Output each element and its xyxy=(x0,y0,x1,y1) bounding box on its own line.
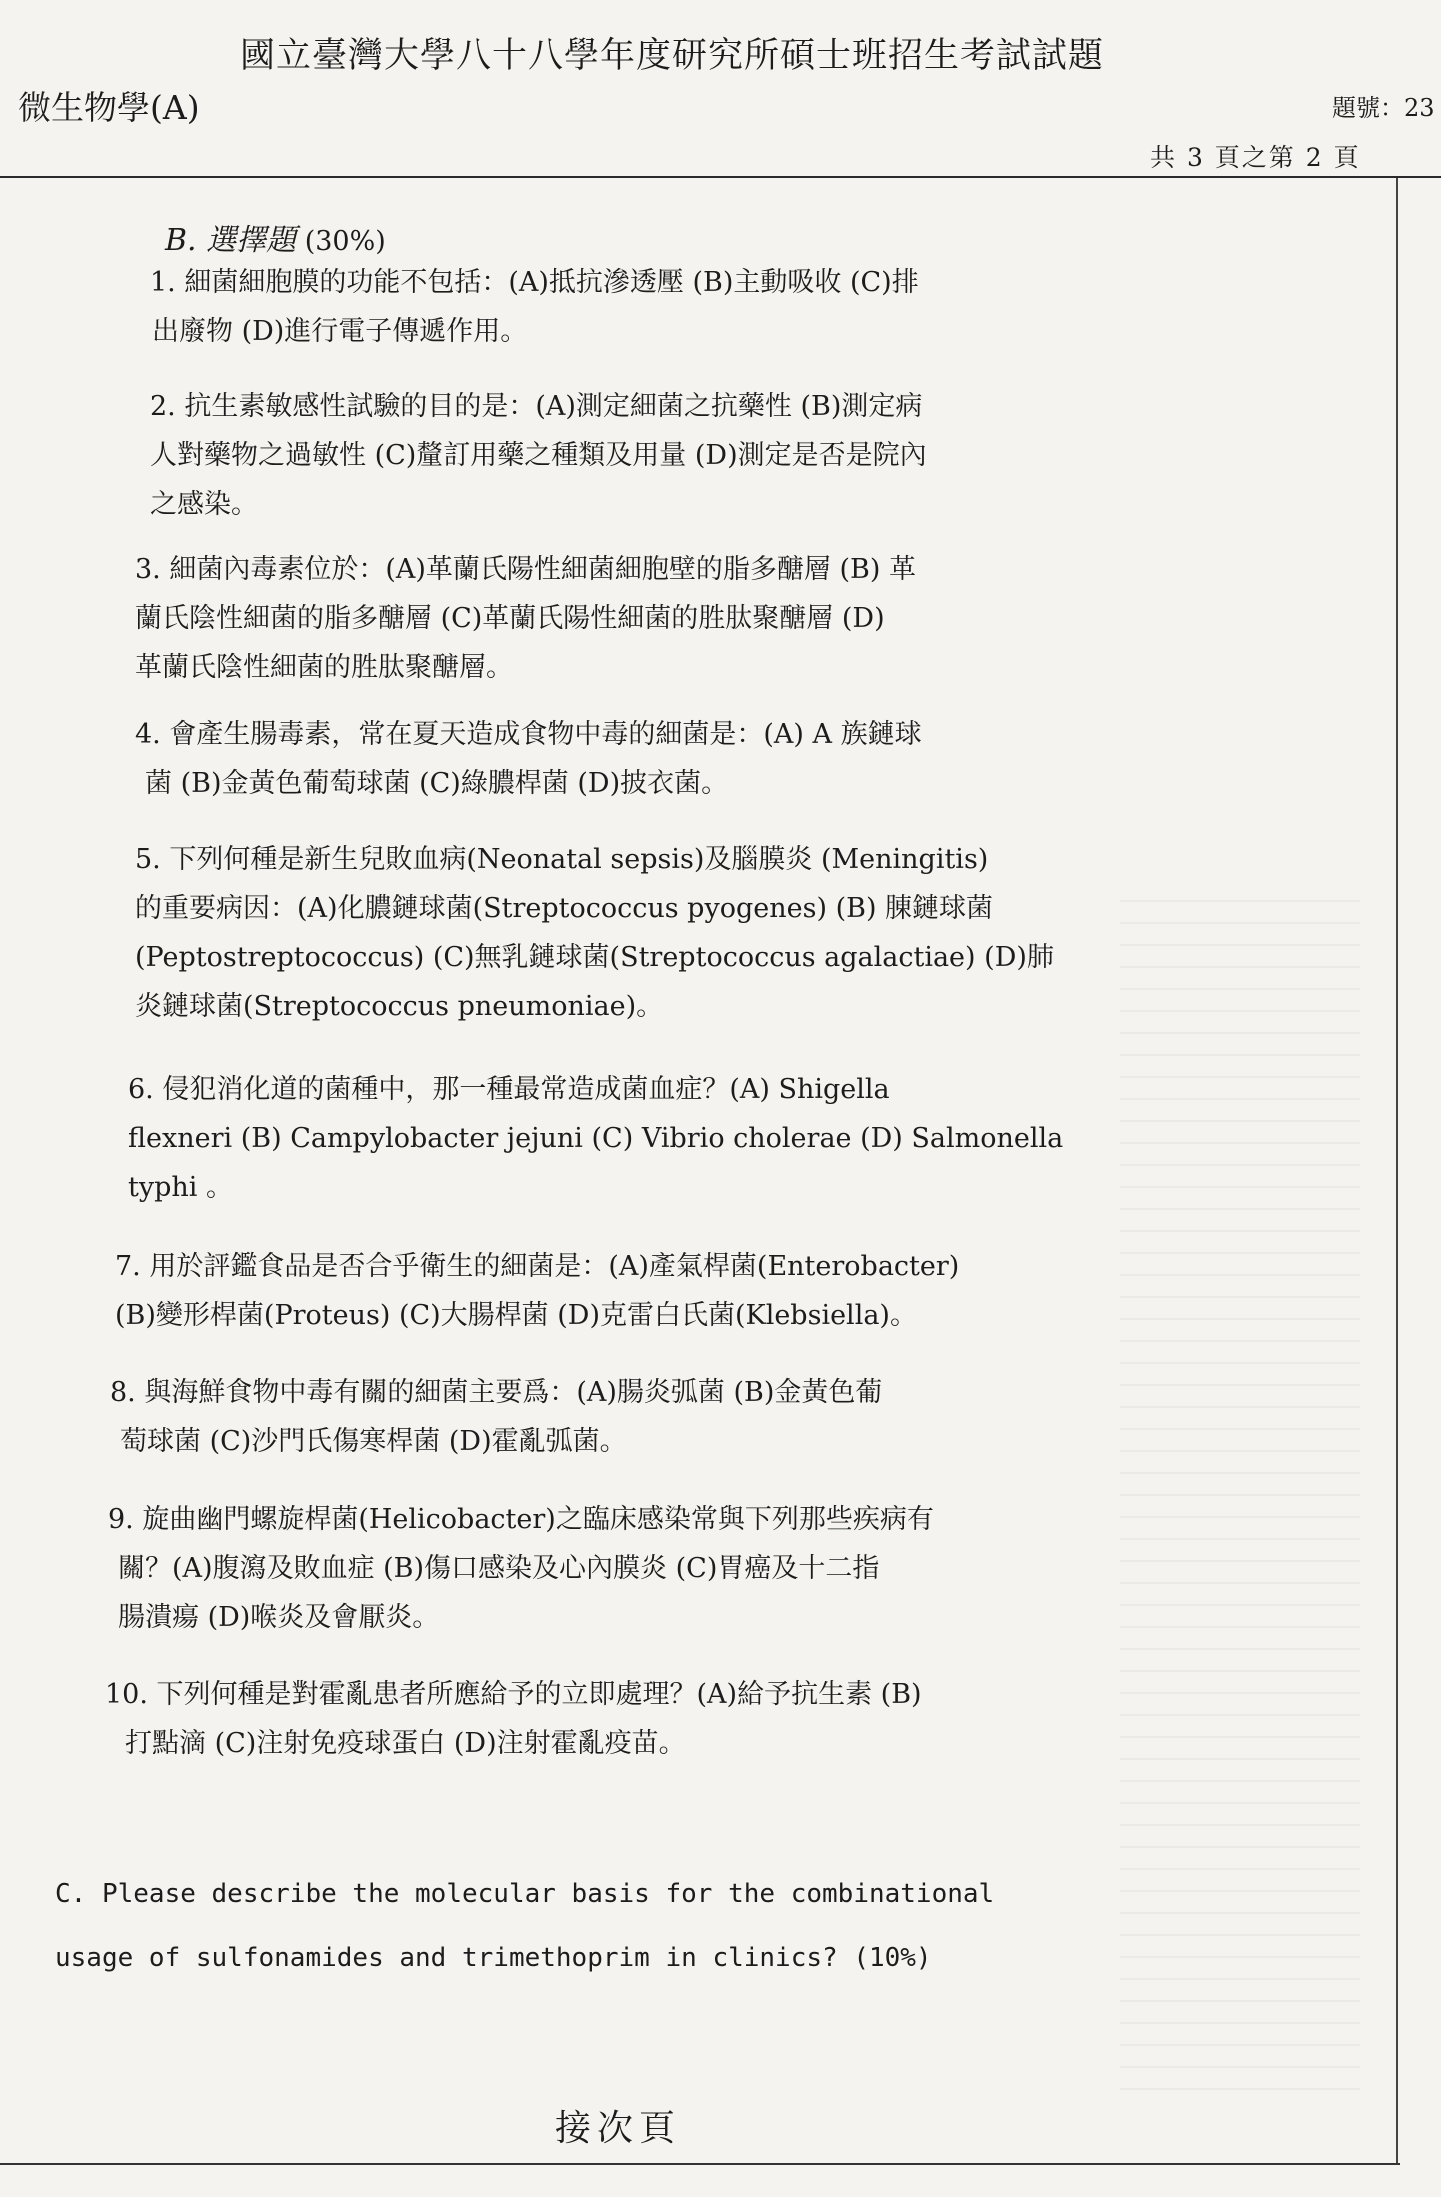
question-1 xyxy=(150,258,919,356)
question-line: 9. 旋曲幽門螺旋桿菌(Helicobacter)之臨床感染常與下列那些疾病有 xyxy=(108,1504,934,1535)
question-line: 人對藥物之過敏性 (C)釐訂用藥之種類及用量 (D)測定是否是院內 xyxy=(150,440,927,471)
question-8 xyxy=(110,1368,882,1466)
exam-title: 國立臺灣大學八十八學年度研究所碩士班招生考試試題 xyxy=(240,36,1105,76)
next-page-note: 接次頁 xyxy=(555,2108,682,2149)
question-line: 1. 細菌細胞膜的功能不包括：(A)抵抗滲透壓 (B)主動吸收 (C)排 xyxy=(150,267,919,298)
section-b-heading xyxy=(165,215,386,259)
section-b-label: B. 選擇題 xyxy=(165,223,297,258)
question-line: 8. 與海鮮食物中毒有關的細菌主要爲：(A)腸炎弧菌 (B)金黃色葡 xyxy=(110,1377,883,1408)
question-line: 革蘭氏陰性細菌的胜肽聚醣層。 xyxy=(135,652,513,683)
question-line: 的重要病因：(A)化膿鏈球菌(Streptococcus pyogenes) (B) 腖鏈球菌 xyxy=(135,893,994,924)
question-line: flexneri (B) Campylobacter jejuni (C) Vibrio cholerae (D) Salmonella xyxy=(128,1123,1064,1154)
question-line: 關？(A)腹瀉及敗血症 (B)傷口感染及心內膜炎 (C)胃癌及十二指 xyxy=(118,1553,880,1584)
question-line: 3. 細菌內毒素位於：(A)革蘭氏陽性細菌細胞壁的脂多醣層 (B) 革 xyxy=(135,554,916,585)
question-2 xyxy=(150,382,927,529)
section-c-question xyxy=(55,1862,994,1990)
question-line: (Peptostreptococcus) (C)無乳鏈球菌(Streptococcus agalactiae) (D)肺 xyxy=(135,942,1054,973)
question-10 xyxy=(105,1670,922,1768)
question-number: 題號：23 xyxy=(1332,94,1435,122)
page-info: 共 3 頁之第 2 頁 xyxy=(1150,143,1361,172)
question-line: 之感染。 xyxy=(150,489,258,520)
header-rule xyxy=(0,176,1441,178)
question-line: 萄球菌 (C)沙門氏傷寒桿菌 (D)霍亂弧菌。 xyxy=(120,1426,627,1457)
question-5 xyxy=(135,835,1054,1031)
question-7 xyxy=(115,1242,959,1340)
question-line: 2. 抗生素敏感性試驗的目的是：(A)測定細菌之抗藥性 (B)測定病 xyxy=(150,391,923,422)
question-line: 腸潰瘍 (D)喉炎及會厭炎。 xyxy=(118,1602,440,1633)
question-line: 蘭氏陰性細菌的脂多醣層 (C)革蘭氏陽性細菌的胜肽聚醣層 (D) xyxy=(135,603,885,634)
question-line: typhi 。 xyxy=(128,1172,233,1203)
question-line: 10. 下列何種是對霍亂患者所應給予的立即處理？(A)給予抗生素 (B) xyxy=(105,1679,922,1710)
show-through-texture xyxy=(1120,900,1360,2100)
subject-label: 微生物學(A) xyxy=(18,88,200,127)
section-b-points: (30%) xyxy=(304,226,386,257)
question-4 xyxy=(135,710,922,808)
question-line: 5. 下列何種是新生兒敗血病(Neonatal sepsis)及腦膜炎 (Meningitis) xyxy=(135,844,989,875)
question-line: 出廢物 (D)進行電子傳遞作用。 xyxy=(152,316,528,347)
section-c-line: usage of sulfonamides and trimethoprim in clinics? (10%) xyxy=(55,1943,932,1973)
bottom-border xyxy=(0,2163,1400,2165)
question-9 xyxy=(108,1495,934,1642)
question-line: 4. 會產生腸毒素，常在夏天造成食物中毒的細菌是：(A) A 族鏈球 xyxy=(135,719,922,750)
question-line: 菌 (B)金黃色葡萄球菌 (C)綠膿桿菌 (D)披衣菌。 xyxy=(145,768,729,799)
question-line: 炎鏈球菌(Streptococcus pneumoniae)。 xyxy=(135,991,664,1022)
question-line: 7. 用於評鑑食品是否合乎衛生的細菌是：(A)產氣桿菌(Enterobacter) xyxy=(115,1251,960,1282)
question-line: 打點滴 (C)注射免疫球蛋白 (D)注射霍亂疫苗。 xyxy=(125,1728,686,1759)
question-6 xyxy=(128,1065,1063,1212)
question-line: 6. 侵犯消化道的菌種中，那一種最常造成菌血症？(A) Shigella xyxy=(128,1074,890,1105)
question-line: (B)變形桿菌(Proteus) (C)大腸桿菌 (D)克雷白氏菌(Klebsiella)。 xyxy=(115,1300,917,1331)
section-c-line: C. Please describe the molecular basis for the combinational xyxy=(55,1879,995,1909)
right-border xyxy=(1396,178,1398,2163)
question-3 xyxy=(135,545,916,692)
